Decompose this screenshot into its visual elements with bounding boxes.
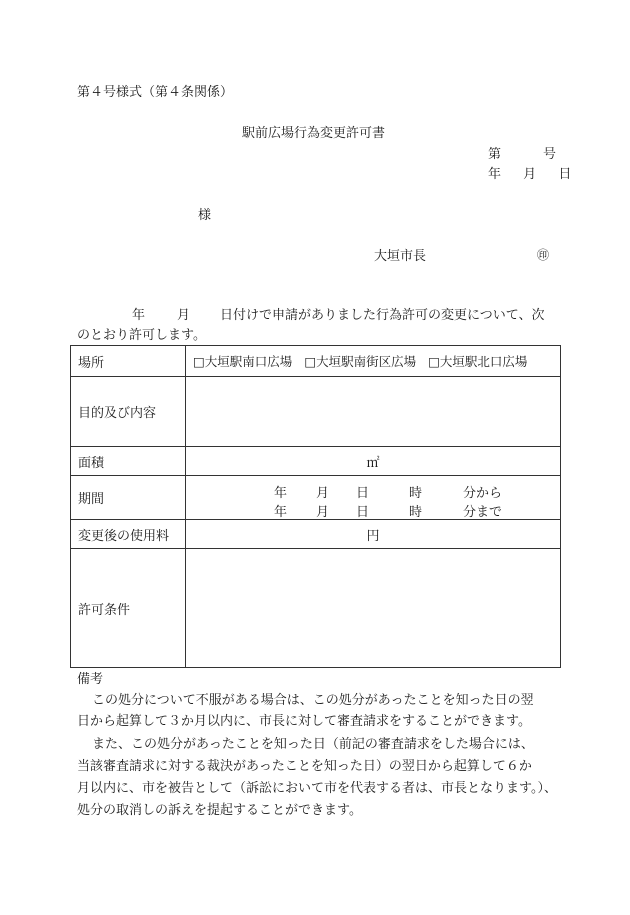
date-day: 日 <box>558 167 572 182</box>
table-row-fee <box>71 520 561 549</box>
place-label: 場所 <box>71 346 186 377</box>
number-suffix: 号 <box>543 147 557 162</box>
place-options <box>186 346 561 377</box>
period-label: 期間 <box>71 476 186 520</box>
purpose-label: 目的及び内容 <box>71 377 186 447</box>
remarks-line: 日から起算して３か月以内に、市長に対して審査請求をすることができます。 <box>77 714 531 729</box>
place-option-south-block[interactable]: □大垣駅南街区広場 <box>304 354 417 369</box>
intro-day-text: 日付けで申請がありました行為許可の変更について、次 <box>220 308 545 323</box>
remarks-line: 月以内に、市を被告として（訴訟において市を代表する者は、市長となります。）、 <box>77 781 557 796</box>
intro-year: 年 <box>132 308 146 323</box>
seal-mark: ㊞ <box>537 248 550 262</box>
from-day: 日 <box>356 485 370 501</box>
conditions-label: 許可条件 <box>71 549 186 668</box>
intro-line-2: のとおり許可します。 <box>77 328 206 343</box>
place-option-south-exit[interactable]: □大垣駅南口広場 <box>193 354 293 369</box>
place-option-north-exit[interactable]: □大垣駅北口広場 <box>428 354 528 369</box>
fee-field[interactable] <box>186 520 561 549</box>
table-row-place <box>71 346 561 377</box>
remarks-line: 当該審査請求に対する裁決があったことを知った日）の翌日から起算して６か <box>77 759 532 774</box>
to-month: 月 <box>316 504 330 520</box>
issuer-name: 大垣市長 <box>374 249 427 264</box>
intro-month: 月 <box>177 308 191 323</box>
period-from-line <box>186 479 560 501</box>
from-hour: 時 <box>409 485 423 501</box>
permit-table <box>70 345 561 668</box>
intro-line-1 <box>77 309 545 322</box>
date-month: 月 <box>523 167 537 182</box>
table-row-conditions <box>71 549 561 668</box>
area-label: 面積 <box>71 447 186 476</box>
from-minute: 分から <box>463 485 503 501</box>
document-title: 駅前広場行為変更許可書 <box>242 126 386 141</box>
addressee-honorific: 様 <box>198 208 212 223</box>
remarks-heading: 備考 <box>77 672 104 687</box>
form-number: 第４号様式（第４条関係） <box>77 85 234 100</box>
purpose-field[interactable] <box>186 377 561 447</box>
fee-unit: 円 <box>366 528 380 544</box>
to-day: 日 <box>356 504 370 520</box>
date-year: 年 <box>488 167 502 182</box>
number-prefix: 第 <box>488 147 502 162</box>
to-minute: 分まで <box>463 504 503 520</box>
to-hour: 時 <box>409 504 423 520</box>
table-row-period <box>71 476 561 520</box>
remarks-line: この処分について不服がある場合は、この処分があったことを知った日の翌 <box>92 693 534 708</box>
to-year: 年 <box>274 504 288 520</box>
conditions-field[interactable] <box>186 549 561 668</box>
from-month: 月 <box>316 485 330 501</box>
issue-date-line <box>488 168 571 181</box>
fee-label: 変更後の使用料 <box>71 520 186 549</box>
area-unit: ㎡ <box>366 455 380 471</box>
permit-number-line <box>488 148 556 161</box>
period-field[interactable] <box>186 476 561 520</box>
from-year: 年 <box>274 485 288 501</box>
table-row-area <box>71 447 561 476</box>
remarks-line: また、この処分があったことを知った日（前記の審査請求をした場合には、 <box>92 737 534 752</box>
remarks-line: 処分の取消しの訴えを提起することができます。 <box>77 803 362 818</box>
area-field[interactable] <box>186 447 561 476</box>
table-row-purpose <box>71 377 561 447</box>
period-to-line <box>186 498 560 520</box>
